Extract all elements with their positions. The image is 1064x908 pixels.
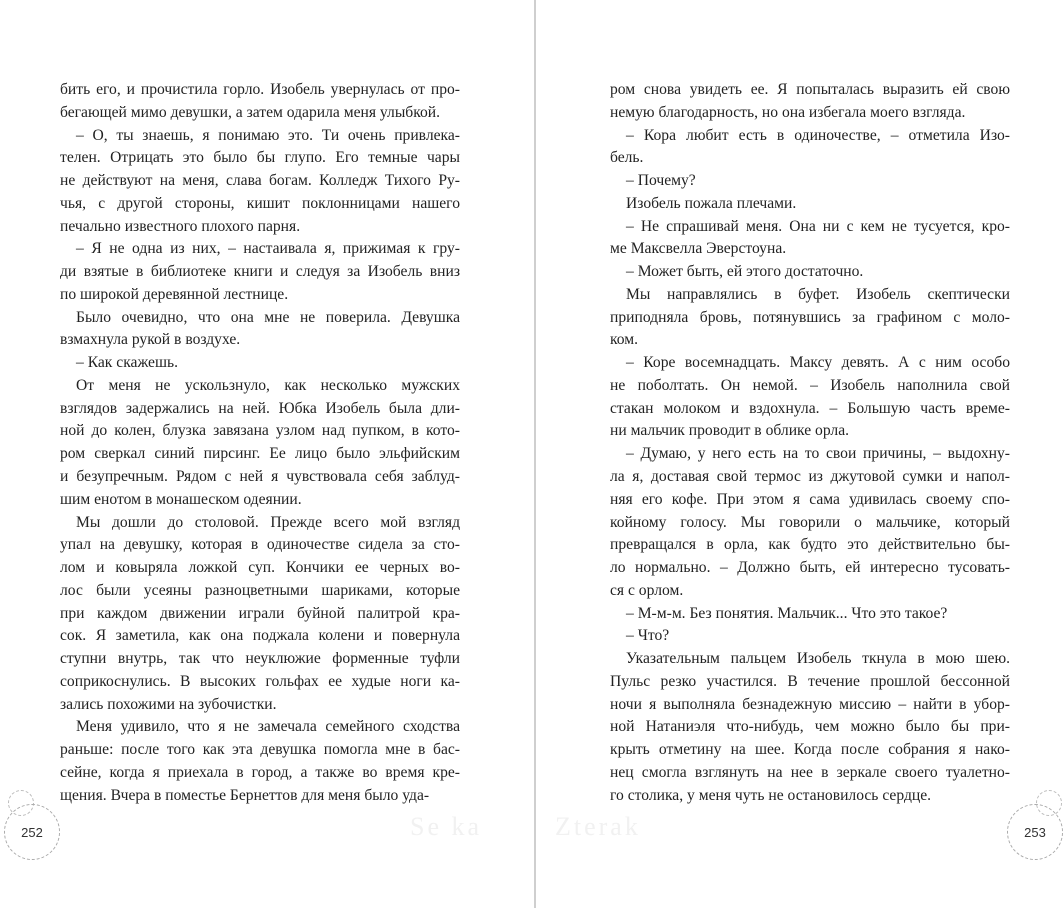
text-line: ком.: [610, 331, 639, 349]
text-line: ной до колен, блузка завязана узлом над пупком, в кото-: [60, 422, 460, 440]
text-line: при каждом движении играли буйной палитрой кра-: [60, 604, 460, 622]
text-line: Было очевидно, что она мне не поверила. Девушка: [76, 308, 460, 326]
text-line: бель.: [610, 149, 644, 167]
text-line: шим енотом в монашеском одеянии.: [60, 490, 302, 508]
text-line: – Почему?: [626, 172, 696, 190]
text-line: Указательным пальцем Изобель ткнула в мою шею.: [626, 650, 1010, 668]
text-line: упал на девушку, которая в одиночестве сидела за сто-: [60, 536, 460, 554]
text-line: стакан молоком и вздохнула. – Большую часть време-: [610, 399, 1010, 417]
watermark-text: Zterak: [555, 812, 641, 841]
page-number-right: 253: [1007, 804, 1063, 860]
text-line: не действуют на меня, слава богам. Колледж Тихого Ру-: [60, 172, 460, 190]
text-line: ром снова увидеть ее. Я попыталась выразить ей свою: [610, 81, 1010, 98]
text-line: приподняла бровь, потянувшись за графином с моло-: [610, 308, 1010, 326]
text-line: – Коре восемнадцать. Максу девять. А с ним особо: [626, 354, 1010, 372]
text-line: – М-м-м. Без понятия. Мальчик... Что это такое?: [626, 604, 948, 622]
text-line: – Кора любит есть в одиночестве, – отметила Изо-: [626, 126, 1010, 144]
text-line: – О, ты знаешь, я понимаю это. Ти очень привлека-: [76, 126, 460, 144]
text-line: немую благодарность, но она избегала моего взгляда.: [610, 103, 966, 121]
page-number-left: 252: [4, 804, 60, 860]
text-line: Мы дошли до столовой. Прежде всего мой взгляд: [76, 513, 460, 531]
text-line: бить его, и прочистила горло. Изобель увернулась от про-: [60, 81, 460, 98]
text-line: ди взятые в библиотеке книги и следуя за Изобель вниз: [60, 263, 460, 281]
text-line: ся с орлом.: [610, 581, 684, 599]
text-line: по широкой деревянной лестнице.: [60, 285, 289, 303]
text-line: сейне, когда я приехала в город, а также во время кре-: [60, 763, 460, 781]
right-page-text: [610, 79, 1010, 808]
text-line: взглядов задержались на ней. Юбка Изобель была дли-: [60, 399, 460, 417]
text-line: Изобель пожала плечами.: [626, 194, 797, 212]
text-line: го столика, у меня чуть не остановилось сердце.: [610, 786, 932, 804]
text-line: соприкоснулись. В высоких гольфах ее худые ноги ка-: [60, 672, 460, 690]
text-line: ни мальчик проводит в облике орла.: [610, 422, 850, 440]
text-line: – Как скажешь.: [76, 354, 178, 372]
text-line: бегающей мимо девушки, а затем одарила меня улыбкой.: [60, 103, 441, 121]
text-line: ром сверкал синий пирсинг. Ее лицо было эльфийским: [60, 445, 460, 463]
text-line: Мы направлялись в буфет. Изобель скептически: [626, 285, 1010, 303]
text-line: и безупречным. Рядом с ней я чувствовала себя заблуд-: [60, 468, 460, 486]
text-line: ступни внутрь, так что неуклюжие форменные туфли: [60, 650, 460, 668]
text-line: няя его кофе. При этом я сама удивилась своему спо-: [610, 490, 1010, 508]
text-line: нец смогла взглянуть на нее в зеркале своего туалетно-: [610, 763, 1010, 781]
text-line: зались похожими на зубочистки.: [60, 695, 277, 713]
text-line: сок. Я заметила, как она поджала колени и повернула: [60, 627, 460, 645]
text-line: койному голосу. Мы говорили о мальчике, который: [610, 513, 1010, 531]
text-line: – Может быть, ей этого достаточно.: [626, 263, 864, 281]
left-page-text: [60, 79, 460, 808]
text-line: От меня не ускользнуло, как несколько мужских: [76, 376, 460, 394]
text-line: ме Максвелла Эверстоуна.: [610, 240, 787, 258]
text-line: Пульс резко участился. В течение прошлой бессонной: [610, 672, 1010, 690]
text-line: крыть отметину на шее. Когда после собрания я нако-: [610, 741, 1010, 759]
text-line: ло нормально. – Должно быть, ей интересно тусовать-: [610, 559, 1010, 577]
text-line: – Не спрашивай меня. Она ни с кем не тусуется, кро-: [626, 217, 1010, 235]
text-line: превращался в орла, как будто это действительно бы-: [610, 536, 1010, 554]
text-line: телен. Отрицать это было бы глупо. Его темные чары: [60, 149, 460, 167]
watermark-text: Se ka: [410, 812, 483, 841]
text-line: лом и ковыряла ложкой суп. Кончики ее черных во-: [60, 559, 460, 577]
text-line: ночи я выполняла безнадежную миссию – найти в убор-: [610, 695, 1010, 713]
text-line: – Я не одна из них, – настаивала я, прижимая к гру-: [76, 240, 460, 258]
text-line: чья, с другой стороны, кишит поклонницами нашего: [60, 194, 460, 212]
book-spine-divider: [534, 0, 536, 908]
text-line: раньше: после того как эта девушка помогла мне в бас-: [60, 741, 460, 759]
text-line: не поболтать. Он немой. – Изобель наполнила свой: [610, 376, 1010, 394]
text-line: взмахнула рукой в воздухе.: [60, 331, 241, 349]
text-line: – Думаю, у него есть на то свои причины, – выдохну-: [626, 445, 1010, 463]
text-line: печально известного плохого парня.: [60, 217, 301, 235]
text-line: лос были усеяны разноцветными шариками, которые: [60, 581, 460, 599]
text-line: щения. Вчера в поместье Бернеттов для меня было уда-: [60, 786, 430, 804]
text-line: Меня удивило, что я не замечала семейного сходства: [76, 718, 460, 736]
text-line: – Что?: [626, 627, 670, 645]
text-line: ной Натаниэля что-нибудь, чем можно было бы при-: [610, 718, 1010, 736]
text-line: ла я, доставая свой термос из джутовой сумки и напол-: [610, 468, 1010, 486]
